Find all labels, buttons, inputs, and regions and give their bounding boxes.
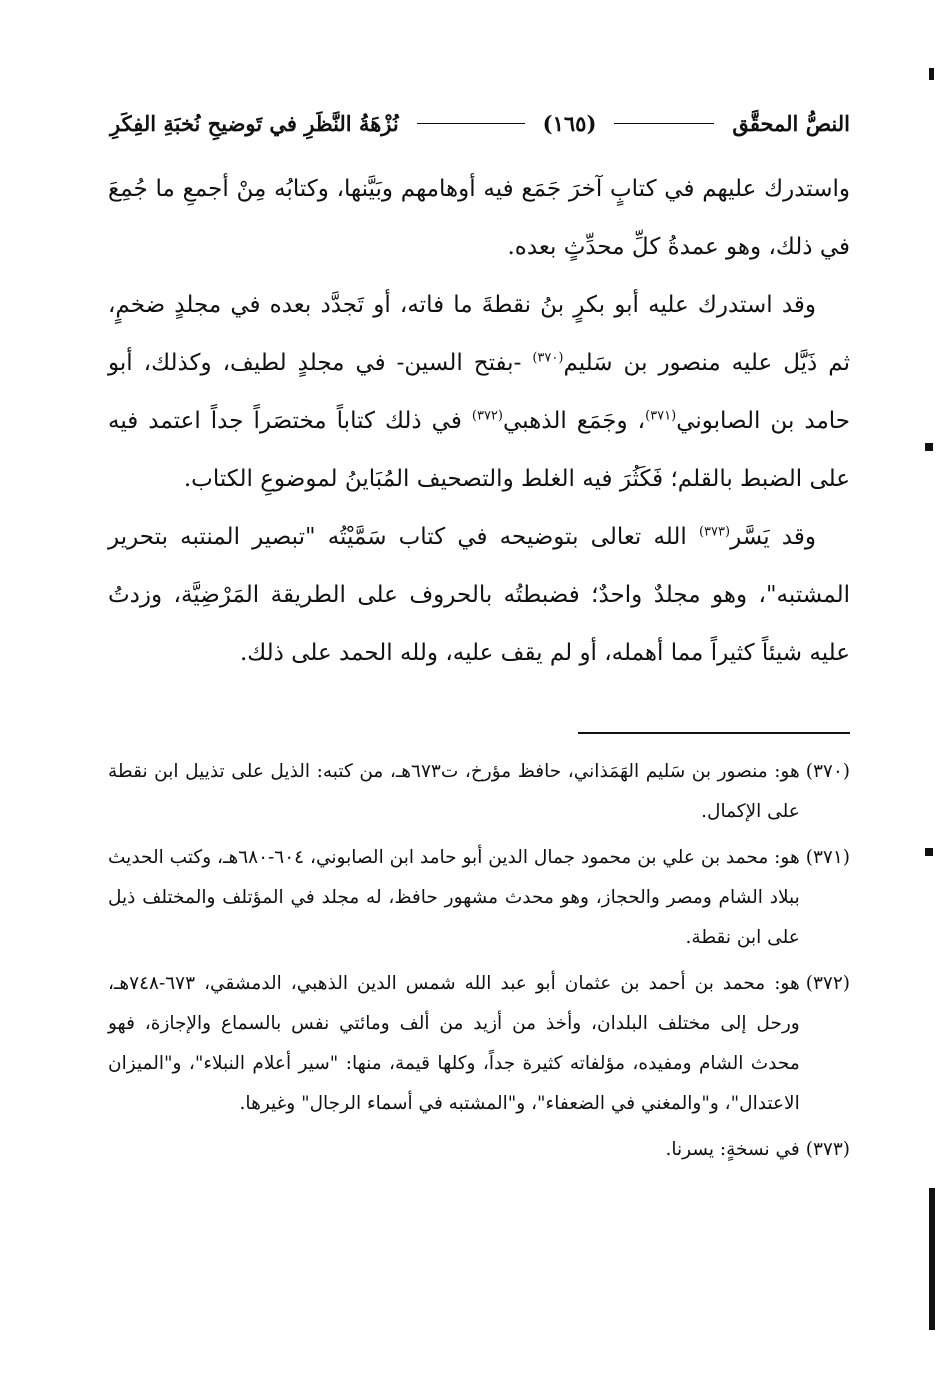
header-left-title: نُزْهَةُ النَّظَرِ في تَوضيحِ نُخبَةِ الفِكَرِ [110,110,399,136]
footnote-371 [108,838,850,958]
paragraph-2-part-c: ، وجَمَع الذهبي [503,408,646,434]
paragraph-2-part-b: -بفتح السين- في مجلدٍ لطيف، وكذلك، أبو حامد بن الصابوني [108,350,850,434]
scan-mark-lower [925,848,933,856]
footnote-number: (٣٧١) [805,847,850,868]
paragraph-3-part-a: وقد يَسَّر [730,524,816,550]
footnote-divider [578,732,850,734]
scan-edge-bar [929,1188,935,1330]
page-number: (١٦٥) [542,110,597,136]
footnote-ref-371[interactable]: (٣٧١) [645,408,677,424]
footnote-number: (٣٧٣) [805,1139,850,1160]
footnote-373 [108,1130,850,1170]
paragraph-3 [108,508,850,682]
footnote-text: في نسخةٍ: يسرنا. [665,1139,800,1160]
main-text [108,160,850,682]
footnote-370 [108,752,850,832]
footnote-ref-370[interactable]: (٣٧٠) [532,350,564,366]
header-rule-right [614,123,714,124]
footnote-ref-372[interactable]: (٣٧٢) [471,408,503,424]
footnote-number: (٣٧٠) [805,761,850,782]
paragraph-2 [108,276,850,508]
paragraph-1: واستدرك عليهم في كتابٍ آخرَ جَمَع فيه أوهامهم وبَيَّنها، وكتابُه مِنْ أجمعِ ما جُمِعَ في ذلك، وهو عمدةُ كلِّ محدِّثٍ بعده. [108,176,850,260]
footnote-text: هو: محمد بن علي بن محمود جمال الدين أبو حامد ابن الصابوني، ٦٠٤-٦٨٠هـ، وكتب الحديث ببلاد الشام ومصر والحجاز، وهو محدث مشهور حافظ، له مجلد في المؤتلف والمختلف ذيل على ابن نقطة. [108,847,800,948]
header-right-title: النصُّ المحقَّق [732,110,850,136]
scan-mark-top [929,68,934,80]
footnote-372 [108,964,850,1124]
running-header [110,106,850,140]
footnotes-section [108,752,850,1176]
scan-mark-middle [925,443,933,451]
header-rule-left [417,123,525,124]
footnote-ref-373[interactable]: (٣٧٣) [698,524,731,540]
footnote-number: (٣٧٢) [805,973,850,994]
footnote-text: هو: منصور بن سَليم الهَمَذاني، حافظ مؤرخ، ت٦٧٣هـ، من كتبه: الذيل على تذييل ابن نقطة على الإكمال. [108,761,800,822]
paragraph-2-part-a: وقد استدرك عليه أبو بكرٍ بنُ نقطةَ ما فاته، أو تَجدَّد بعده في مجلدٍ ضخمٍ، ثم ذَيَّل عليه منصور بن سَليم [108,292,850,376]
paragraph-2-part-d: في ذلك كتاباً مختصَراً جداً اعتمد فيه على الضبط بالقلم؛ فَكَثُرَ فيه الغلط والتصحيف المُبَاينُ لموضوعِ الكتاب. [108,408,850,492]
footnote-text: هو: محمد بن أحمد بن عثمان أبو عبد الله شمس الدين الذهبي، الدمشقي، ٦٧٣-٧٤٨هـ، ورحل إلى مختلف البلدان، وأخذ من أزيد من ألف ومائتي نفس بالسماع والإجازة، فهو محدث الشام ومفيده، مؤلفاته كثيرة جداً، وكلها قيمة، منها: "سير أعلام النبلاء"، و"الميزان الاعتدال"، و"والمغني في الضعفاء"، و"المشتبه في أسماء الرجال" وغيرها. [108,973,800,1114]
paragraph-3-part-b: الله تعالى بتوضيحه في كتاب سَمَّيْتُه "تبصير المنتبه بتحرير المشتبه"، وهو مجلدٌ واحدٌ؛ فضبطتُه بالحروف على الطريقة المَرْضِيَّة، وزدتُ عليه شيئاً كثيراً مما أهمله، أو لم يقف عليه، ولله الحمد على ذلك. [108,524,850,666]
